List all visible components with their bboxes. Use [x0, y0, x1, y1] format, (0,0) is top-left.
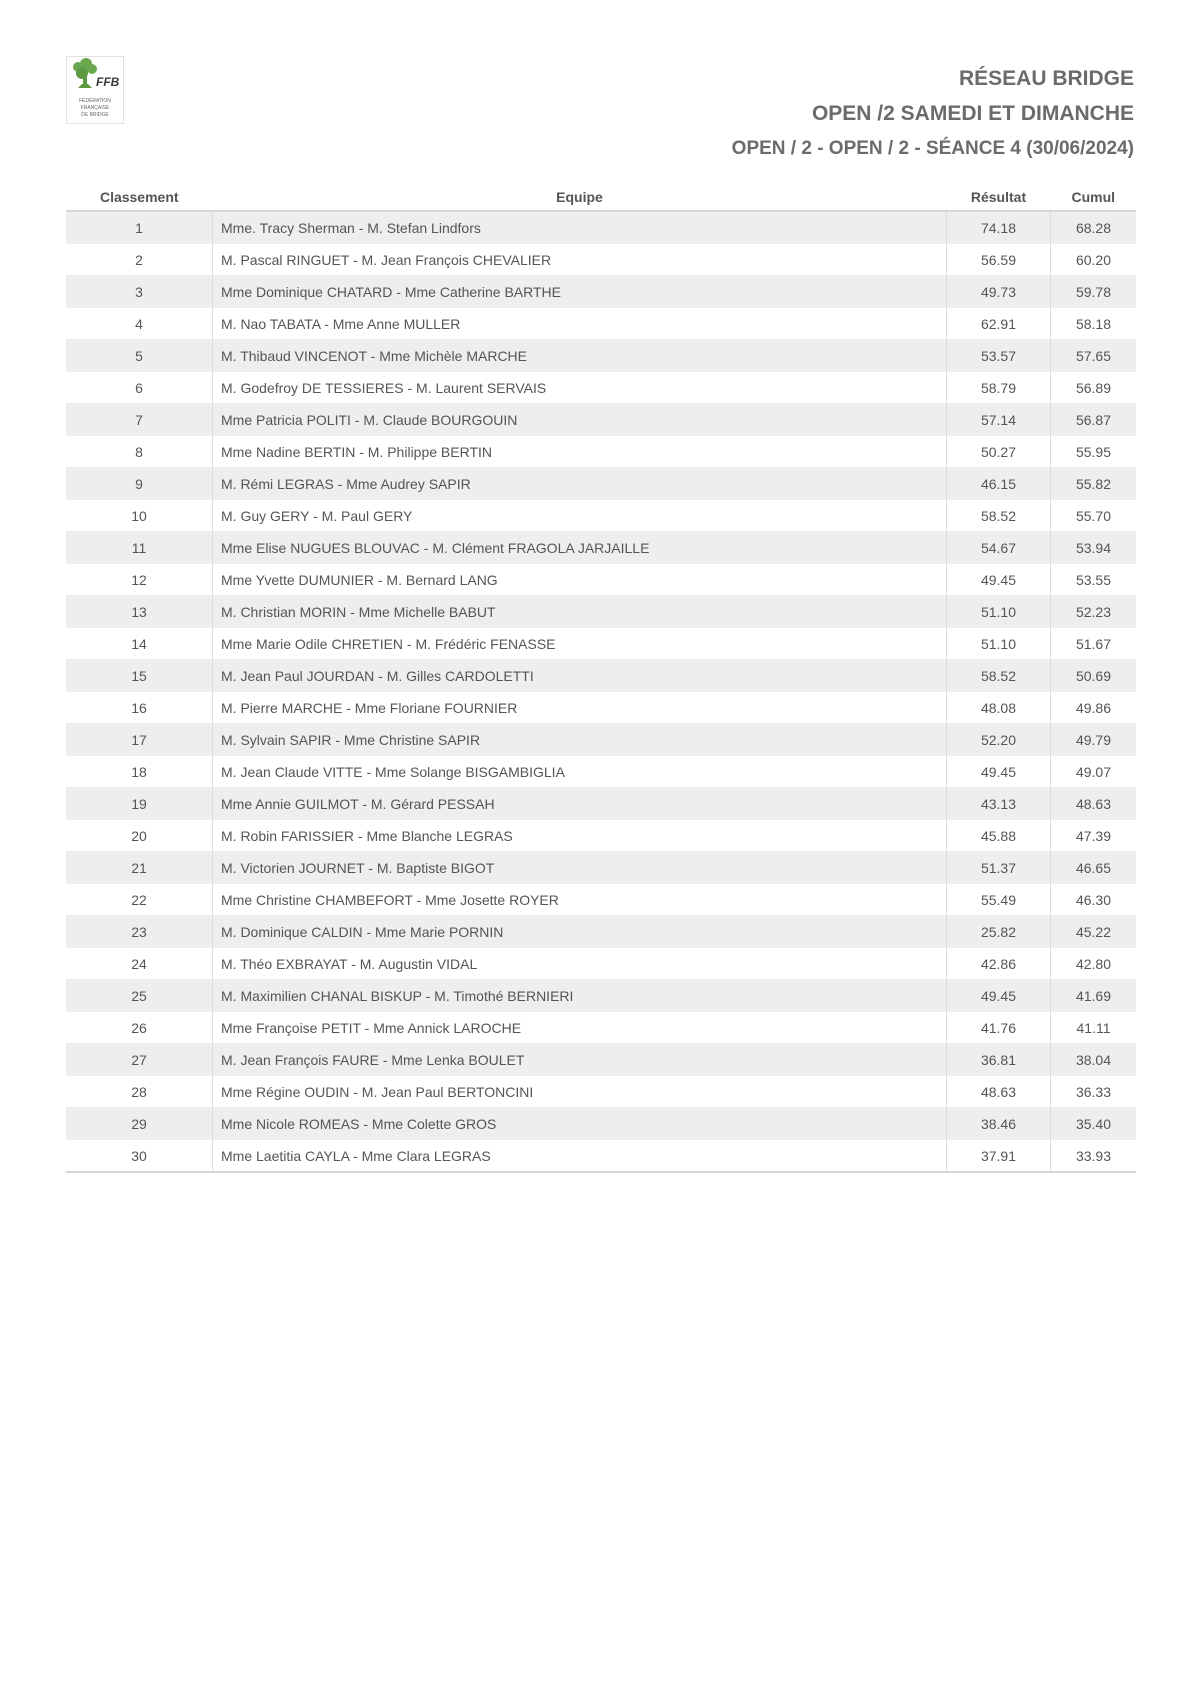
table-row [66, 660, 1136, 692]
session-title: OPEN / 2 - OPEN / 2 - SÉANCE 4 (30/06/2024) [731, 138, 1134, 159]
rank-cell: 3 [66, 276, 213, 308]
table-row [66, 532, 1136, 564]
table-row [66, 564, 1136, 596]
result-cell: 56.59 [947, 244, 1051, 276]
result-cell: 49.45 [947, 980, 1051, 1012]
table-row [66, 404, 1136, 436]
svg-text:FFB: FFB [96, 75, 120, 89]
table-row [66, 1012, 1136, 1044]
team-cell: M. Thibaud VINCENOT - Mme Michèle MARCHE [213, 340, 947, 372]
table-row [66, 244, 1136, 276]
column-header-rank: Classement [66, 183, 213, 211]
rank-cell: 1 [66, 211, 213, 244]
table-row [66, 1140, 1136, 1173]
svg-text:FRANÇAISE: FRANÇAISE [80, 105, 110, 111]
result-cell: 42.86 [947, 948, 1051, 980]
table-row [66, 724, 1136, 756]
result-cell: 25.82 [947, 916, 1051, 948]
cumul-cell: 50.69 [1051, 660, 1137, 692]
team-cell: M. Christian MORIN - Mme Michelle BABUT [213, 596, 947, 628]
cumul-cell: 35.40 [1051, 1108, 1137, 1140]
rank-cell: 10 [66, 500, 213, 532]
column-header-result: Résultat [947, 183, 1051, 211]
team-cell: M. Rémi LEGRAS - Mme Audrey SAPIR [213, 468, 947, 500]
column-header-team: Equipe [213, 183, 947, 211]
cumul-cell: 47.39 [1051, 820, 1137, 852]
rank-cell: 20 [66, 820, 213, 852]
rank-cell: 6 [66, 372, 213, 404]
table-row [66, 628, 1136, 660]
cumul-cell: 53.55 [1051, 564, 1137, 596]
team-cell: Mme Nicole ROMEAS - Mme Colette GROS [213, 1108, 947, 1140]
table-row [66, 372, 1136, 404]
rank-cell: 30 [66, 1140, 213, 1173]
result-cell: 49.73 [947, 276, 1051, 308]
cumul-cell: 52.23 [1051, 596, 1137, 628]
table-row [66, 211, 1136, 244]
result-cell: 58.79 [947, 372, 1051, 404]
table-row [66, 1044, 1136, 1076]
rank-cell: 28 [66, 1076, 213, 1108]
table-row [66, 916, 1136, 948]
result-cell: 55.49 [947, 884, 1051, 916]
result-cell: 38.46 [947, 1108, 1051, 1140]
team-cell: Mme Elise NUGUES BLOUVAC - M. Clément FRAGOLA JARJAILLE [213, 532, 947, 564]
rank-cell: 7 [66, 404, 213, 436]
rank-cell: 29 [66, 1108, 213, 1140]
results-table [66, 183, 1136, 1173]
result-cell: 45.88 [947, 820, 1051, 852]
team-cell: Mme Dominique CHATARD - Mme Catherine BARTHE [213, 276, 947, 308]
result-cell: 58.52 [947, 660, 1051, 692]
result-cell: 49.45 [947, 756, 1051, 788]
svg-text:DE BRIDGE: DE BRIDGE [81, 112, 109, 118]
table-row [66, 436, 1136, 468]
cumul-cell: 41.69 [1051, 980, 1137, 1012]
table-row [66, 1108, 1136, 1140]
rank-cell: 17 [66, 724, 213, 756]
team-cell: Mme Christine CHAMBEFORT - Mme Josette ROYER [213, 884, 947, 916]
svg-text:FÉDÉRATION: FÉDÉRATION [79, 98, 111, 104]
table-row [66, 788, 1136, 820]
result-cell: 49.45 [947, 564, 1051, 596]
team-cell: M. Sylvain SAPIR - Mme Christine SAPIR [213, 724, 947, 756]
cumul-cell: 46.65 [1051, 852, 1137, 884]
result-cell: 46.15 [947, 468, 1051, 500]
rank-cell: 18 [66, 756, 213, 788]
page-header [732, 62, 1134, 166]
rank-cell: 24 [66, 948, 213, 980]
team-cell: Mme Patricia POLITI - M. Claude BOURGOUIN [213, 404, 947, 436]
cumul-cell: 42.80 [1051, 948, 1137, 980]
table-row [66, 340, 1136, 372]
team-cell: M. Jean François FAURE - Mme Lenka BOULET [213, 1044, 947, 1076]
team-cell: M. Nao TABATA - Mme Anne MULLER [213, 308, 947, 340]
rank-cell: 15 [66, 660, 213, 692]
cumul-cell: 45.22 [1051, 916, 1137, 948]
team-cell: M. Pierre MARCHE - Mme Floriane FOURNIER [213, 692, 947, 724]
cumul-cell: 49.79 [1051, 724, 1137, 756]
result-cell: 54.67 [947, 532, 1051, 564]
result-cell: 36.81 [947, 1044, 1051, 1076]
cumul-cell: 33.93 [1051, 1140, 1137, 1173]
team-cell: Mme Yvette DUMUNIER - M. Bernard LANG [213, 564, 947, 596]
result-cell: 51.10 [947, 596, 1051, 628]
team-cell: M. Robin FARISSIER - Mme Blanche LEGRAS [213, 820, 947, 852]
cumul-cell: 55.70 [1051, 500, 1137, 532]
result-cell: 41.76 [947, 1012, 1051, 1044]
team-cell: M. Victorien JOURNET - M. Baptiste BIGOT [213, 852, 947, 884]
table-row [66, 308, 1136, 340]
rank-cell: 19 [66, 788, 213, 820]
rank-cell: 4 [66, 308, 213, 340]
rank-cell: 16 [66, 692, 213, 724]
team-cell: Mme Annie GUILMOT - M. Gérard PESSAH [213, 788, 947, 820]
team-cell: Mme Françoise PETIT - Mme Annick LAROCHE [213, 1012, 947, 1044]
page-subtitle: OPEN /2 SAMEDI ET DIMANCHE [811, 102, 1134, 125]
team-cell: M. Godefroy DE TESSIERES - M. Laurent SERVAIS [213, 372, 947, 404]
table-row [66, 276, 1136, 308]
cumul-cell: 68.28 [1051, 211, 1137, 244]
rank-cell: 8 [66, 436, 213, 468]
table-row [66, 980, 1136, 1012]
team-cell: M. Dominique CALDIN - Mme Marie PORNIN [213, 916, 947, 948]
cumul-cell: 38.04 [1051, 1044, 1137, 1076]
result-cell: 58.52 [947, 500, 1051, 532]
cumul-cell: 53.94 [1051, 532, 1137, 564]
table-row [66, 756, 1136, 788]
result-cell: 62.91 [947, 308, 1051, 340]
cumul-cell: 46.30 [1051, 884, 1137, 916]
rank-cell: 23 [66, 916, 213, 948]
page-title: RÉSEAU BRIDGE [958, 67, 1134, 90]
cumul-cell: 36.33 [1051, 1076, 1137, 1108]
cumul-cell: 59.78 [1051, 276, 1137, 308]
results-body [66, 211, 1136, 1172]
table-row [66, 500, 1136, 532]
rank-cell: 11 [66, 532, 213, 564]
cumul-cell: 56.89 [1051, 372, 1137, 404]
result-cell: 50.27 [947, 436, 1051, 468]
team-cell: Mme Marie Odile CHRETIEN - M. Frédéric FENASSE [213, 628, 947, 660]
team-cell: M. Pascal RINGUET - M. Jean François CHEVALIER [213, 244, 947, 276]
cumul-cell: 57.65 [1051, 340, 1137, 372]
table-row [66, 692, 1136, 724]
cumul-cell: 49.86 [1051, 692, 1137, 724]
team-cell: Mme Nadine BERTIN - M. Philippe BERTIN [213, 436, 947, 468]
team-cell: M. Théo EXBRAYAT - M. Augustin VIDAL [213, 948, 947, 980]
table-row [66, 1076, 1136, 1108]
table-row [66, 884, 1136, 916]
cumul-cell: 55.82 [1051, 468, 1137, 500]
rank-cell: 25 [66, 980, 213, 1012]
cumul-cell: 51.67 [1051, 628, 1137, 660]
table-row [66, 948, 1136, 980]
table-row [66, 468, 1136, 500]
team-cell: M. Jean Paul JOURDAN - M. Gilles CARDOLETTI [213, 660, 947, 692]
result-cell: 53.57 [947, 340, 1051, 372]
team-cell: M. Jean Claude VITTE - Mme Solange BISGAMBIGLIA [213, 756, 947, 788]
rank-cell: 5 [66, 340, 213, 372]
result-cell: 43.13 [947, 788, 1051, 820]
team-cell: M. Maximilien CHANAL BISKUP - M. Timothé BERNIERI [213, 980, 947, 1012]
rank-cell: 21 [66, 852, 213, 884]
cumul-cell: 41.11 [1051, 1012, 1137, 1044]
rank-cell: 26 [66, 1012, 213, 1044]
cumul-cell: 60.20 [1051, 244, 1137, 276]
result-cell: 74.18 [947, 211, 1051, 244]
ffb-tree-logo-icon [66, 56, 124, 124]
table-row [66, 820, 1136, 852]
team-cell: M. Guy GERY - M. Paul GERY [213, 500, 947, 532]
table-row [66, 596, 1136, 628]
cumul-cell: 55.95 [1051, 436, 1137, 468]
rank-cell: 14 [66, 628, 213, 660]
cumul-cell: 56.87 [1051, 404, 1137, 436]
team-cell: Mme Régine OUDIN - M. Jean Paul BERTONCINI [213, 1076, 947, 1108]
rank-cell: 27 [66, 1044, 213, 1076]
rank-cell: 9 [66, 468, 213, 500]
result-cell: 48.63 [947, 1076, 1051, 1108]
rank-cell: 2 [66, 244, 213, 276]
table-header-row [66, 183, 1136, 211]
result-cell: 51.37 [947, 852, 1051, 884]
table-row [66, 852, 1136, 884]
rank-cell: 12 [66, 564, 213, 596]
team-cell: Mme Laetitia CAYLA - Mme Clara LEGRAS [213, 1140, 947, 1173]
cumul-cell: 58.18 [1051, 308, 1137, 340]
rank-cell: 22 [66, 884, 213, 916]
result-cell: 57.14 [947, 404, 1051, 436]
team-cell: Mme. Tracy Sherman - M. Stefan Lindfors [213, 211, 947, 244]
result-cell: 52.20 [947, 724, 1051, 756]
cumul-cell: 49.07 [1051, 756, 1137, 788]
rank-cell: 13 [66, 596, 213, 628]
result-cell: 37.91 [947, 1140, 1051, 1173]
result-cell: 51.10 [947, 628, 1051, 660]
ffb-logo [66, 56, 124, 124]
result-cell: 48.08 [947, 692, 1051, 724]
cumul-cell: 48.63 [1051, 788, 1137, 820]
column-header-cumul: Cumul [1051, 183, 1137, 211]
